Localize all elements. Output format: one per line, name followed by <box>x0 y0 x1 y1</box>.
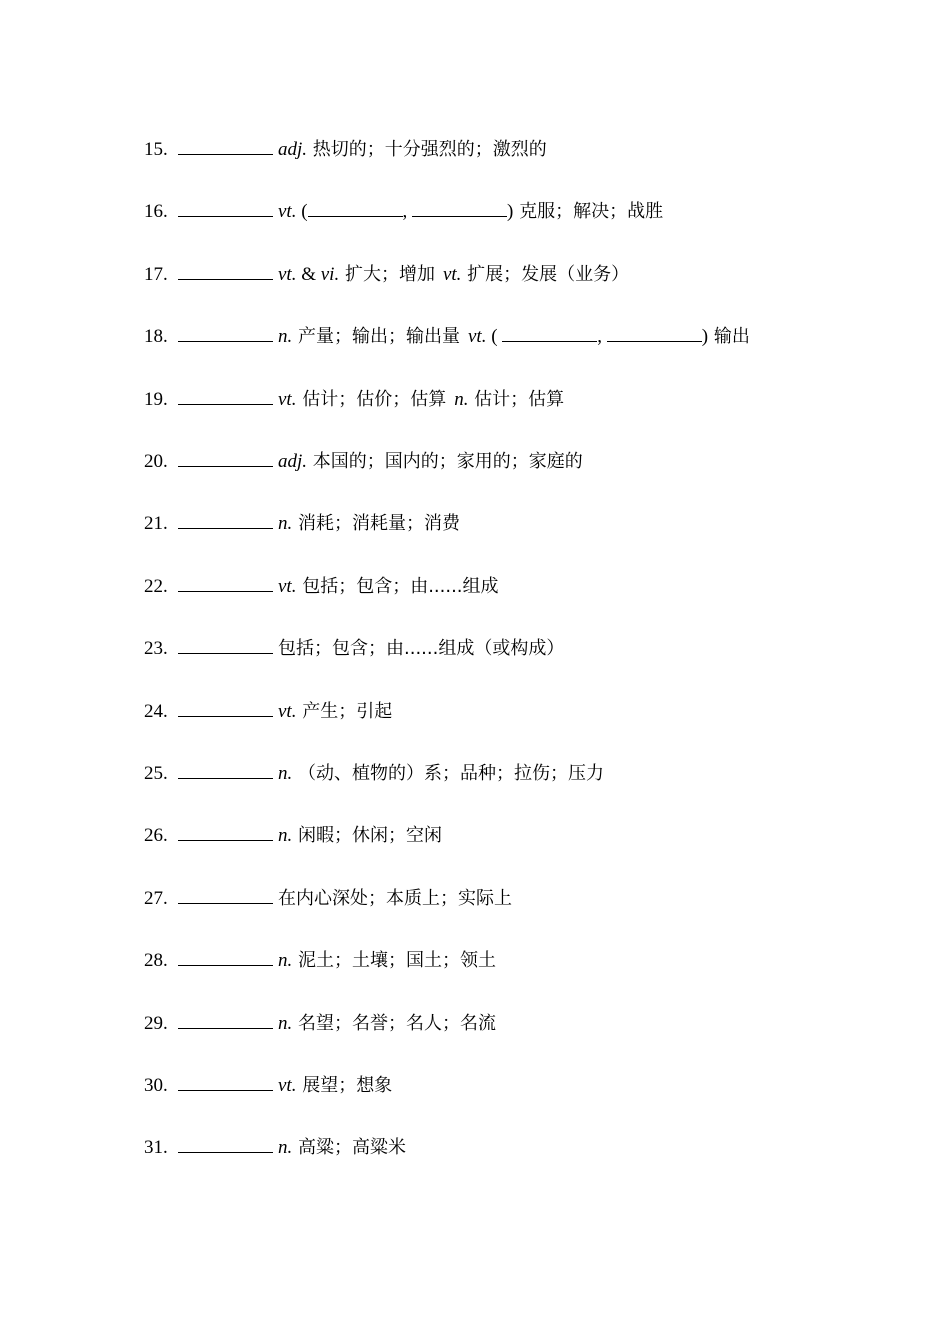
vocab-item <box>144 1134 406 1162</box>
punctuation: , <box>402 201 413 223</box>
definition-text: 消耗；消耗量；消费 <box>292 513 460 535</box>
vocab-item <box>144 323 750 351</box>
definition-text: 名望；名誉；名人；名流 <box>292 1012 496 1034</box>
definition-text: 扩大；增加 <box>339 263 435 285</box>
vocab-item <box>144 822 442 850</box>
definition-text: 在内心深处；本质上；实际上 <box>278 887 512 909</box>
item-number: 20. <box>144 451 168 472</box>
answer-blank[interactable] <box>178 510 273 529</box>
item-number: 29. <box>144 1012 168 1034</box>
answer-blank[interactable] <box>178 1010 273 1029</box>
part-of-speech: n. <box>454 388 469 410</box>
item-number: 19. <box>144 388 168 410</box>
answer-blank[interactable] <box>178 386 273 405</box>
vocab-item <box>144 136 547 164</box>
item-number: 16. <box>144 201 168 223</box>
part-of-speech: vt. <box>278 700 297 722</box>
part-of-speech: adj. <box>278 139 308 160</box>
part-of-speech: n. <box>278 513 293 535</box>
punctuation: ) <box>701 326 709 348</box>
vocab-item <box>144 760 604 788</box>
vocab-item <box>144 510 460 538</box>
definition-text: 闲暇；休闲；空闲 <box>292 825 442 847</box>
definition-text: 产量；输出；输出量 <box>292 326 460 348</box>
definition-text: 展望；想象 <box>296 1075 393 1096</box>
item-number: 31. <box>144 1137 168 1159</box>
answer-blank[interactable] <box>178 448 273 467</box>
definition-text: 包括；包含；由......组成（或构成） <box>278 638 565 660</box>
item-number: 23. <box>144 638 168 660</box>
part-of-speech: n. <box>278 763 293 784</box>
part-of-speech: n. <box>278 825 293 847</box>
answer-blank[interactable] <box>178 1072 273 1091</box>
part-of-speech: vt. <box>467 326 487 348</box>
definition-text: 扩展；发展（业务） <box>461 263 630 285</box>
definition-text: 估计；估算 <box>468 388 565 410</box>
item-number: 26. <box>144 825 168 847</box>
vocab-item <box>144 885 512 913</box>
vocab-item <box>144 198 663 226</box>
vocab-item <box>144 448 583 476</box>
item-number: 24. <box>144 700 168 722</box>
vocab-item <box>144 947 496 975</box>
definition-text: 产生；引起 <box>296 700 393 722</box>
part-of-speech: vt. <box>278 201 297 223</box>
answer-blank[interactable] <box>178 573 273 592</box>
definition-text: （动、植物的）系；品种；拉伤；压力 <box>292 763 604 784</box>
answer-blank[interactable] <box>178 198 273 217</box>
definition-text: 包括；包含；由......组成 <box>296 575 499 597</box>
answer-blank[interactable] <box>178 635 273 654</box>
answer-blank[interactable] <box>178 1134 273 1153</box>
punctuation: , <box>597 326 607 348</box>
part-of-speech: vi. <box>320 263 340 285</box>
definition-text: 克服；解决；战胜 <box>513 201 664 223</box>
punctuation: ( <box>296 201 308 223</box>
answer-blank[interactable] <box>178 261 273 280</box>
item-number: 25. <box>144 763 168 784</box>
form-blank[interactable] <box>607 323 702 342</box>
definition-text: 输出 <box>708 326 750 348</box>
item-number: 28. <box>144 950 168 972</box>
item-number: 21. <box>144 513 168 535</box>
vocab-item <box>144 386 564 414</box>
part-of-speech: adj. <box>278 451 308 472</box>
vocab-item <box>144 698 392 726</box>
answer-blank[interactable] <box>178 947 273 966</box>
definition-text: 估计；估价；估算 <box>296 388 447 410</box>
part-of-speech: n. <box>278 1137 293 1159</box>
item-number: 15. <box>144 139 168 160</box>
punctuation: ) <box>507 201 514 223</box>
item-number: 22. <box>144 575 168 597</box>
part-of-speech: vt. <box>278 575 297 597</box>
part-of-speech: vt. <box>442 263 462 285</box>
part-of-speech: n. <box>278 950 293 972</box>
vocab-item <box>144 635 564 663</box>
answer-blank[interactable] <box>178 323 273 342</box>
definition-text: 高粱；高粱米 <box>292 1137 406 1159</box>
vocab-item <box>144 1072 392 1100</box>
part-of-speech: vt. <box>278 1075 297 1096</box>
definition-text: 热切的；十分强烈的；激烈的 <box>307 139 547 160</box>
item-number: 30. <box>144 1075 168 1096</box>
vocab-item <box>144 261 629 289</box>
item-number: 27. <box>144 887 168 909</box>
punctuation: & <box>296 263 321 285</box>
vocab-item <box>144 1010 496 1038</box>
definition-text: 本国的；国内的；家用的；家庭的 <box>307 451 583 472</box>
answer-blank[interactable] <box>178 885 273 904</box>
definition-text: 泥土；土壤；国土；领土 <box>292 950 496 972</box>
item-number: 17. <box>144 263 168 285</box>
part-of-speech: n. <box>278 1012 293 1034</box>
part-of-speech: vt. <box>278 263 297 285</box>
form-blank[interactable] <box>502 323 597 342</box>
answer-blank[interactable] <box>178 136 273 155</box>
form-blank[interactable] <box>308 198 403 217</box>
item-number: 18. <box>144 326 168 348</box>
vocab-item <box>144 573 499 601</box>
answer-blank[interactable] <box>178 760 273 779</box>
answer-blank[interactable] <box>178 822 273 841</box>
part-of-speech: n. <box>278 326 293 348</box>
part-of-speech: vt. <box>278 388 297 410</box>
answer-blank[interactable] <box>178 698 273 717</box>
punctuation: ( <box>486 326 503 348</box>
form-blank[interactable] <box>412 198 507 217</box>
